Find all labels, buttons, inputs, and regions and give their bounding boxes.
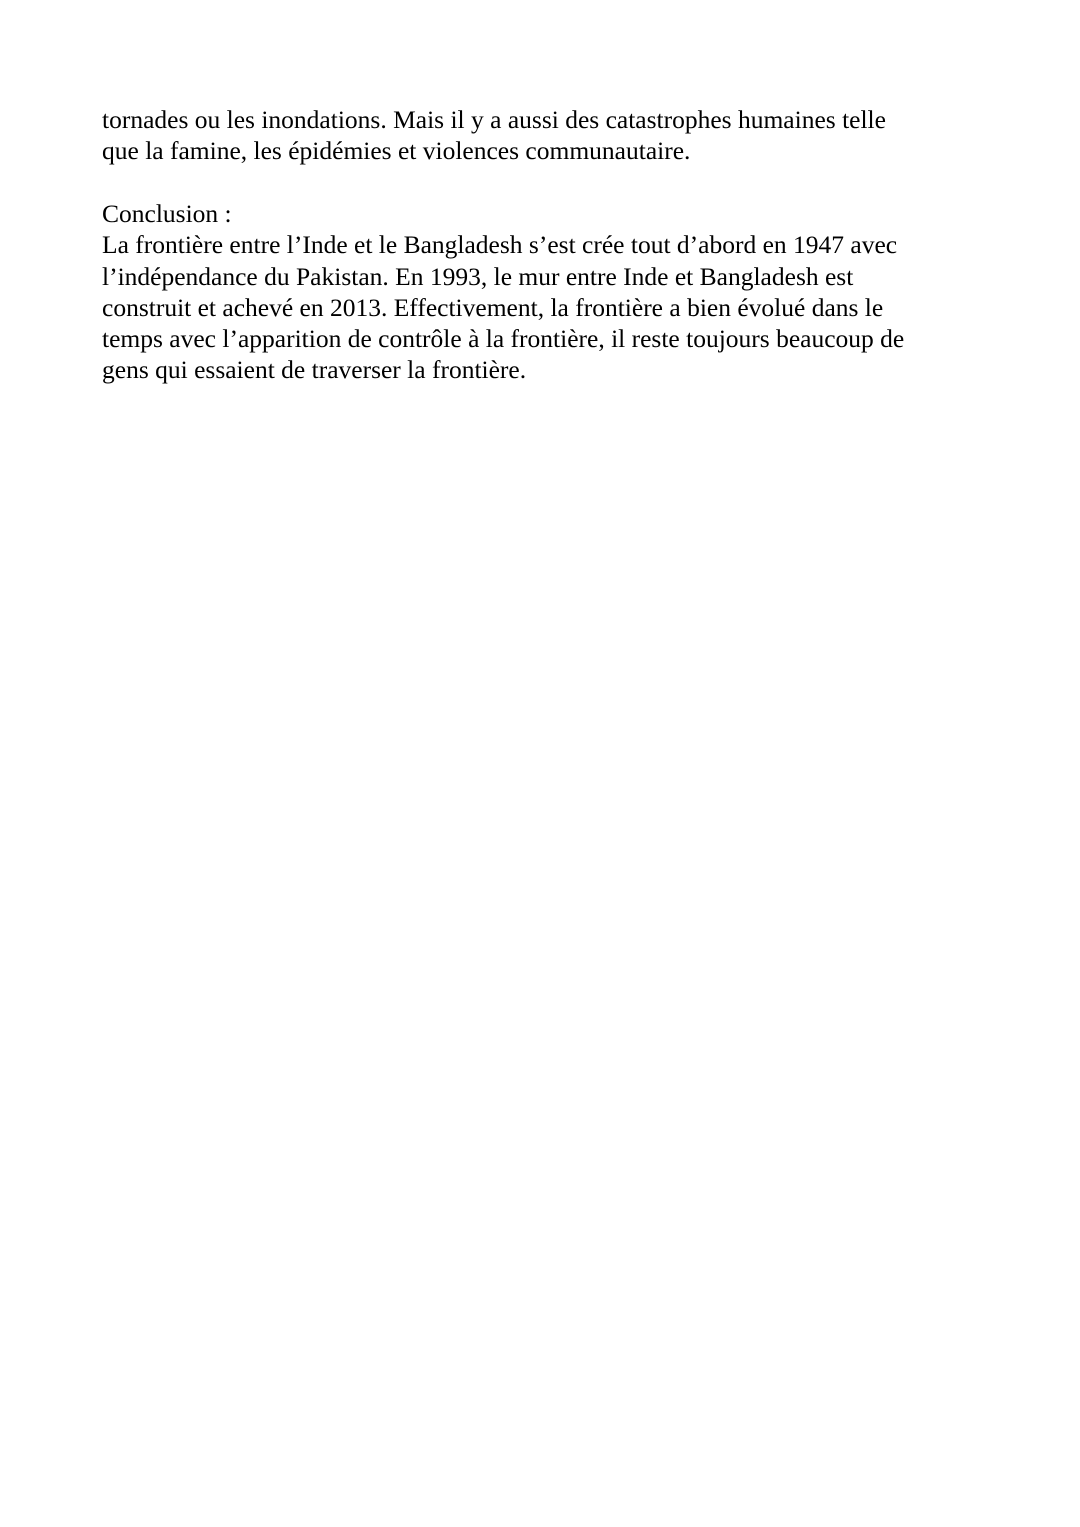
conclusion-heading: Conclusion : (102, 199, 232, 228)
conclusion-section (102, 198, 982, 386)
text-line: l’indépendance du Pakistan. En 1993, le mur entre Inde et Bangladesh est (102, 261, 854, 291)
text-line: La frontière entre l’Inde et le Bangladesh s’est crée tout d’abord en 1947 avec (102, 230, 898, 260)
text-line: gens qui essaient de traverser la frontière. (102, 355, 527, 385)
paragraph-continuation (102, 104, 982, 167)
text-line: temps avec l’apparition de contrôle à la frontière, il reste toujours beaucoup de (102, 324, 905, 354)
text-line: que la famine, les épidémies et violences communautaire. (102, 136, 691, 166)
text-line: construit et achevé en 2013. Effectivement, la frontière a bien évolué dans le (102, 292, 884, 322)
text-line: tornades ou les inondations. Mais il y a aussi des catastrophes humaines telle (102, 105, 886, 134)
